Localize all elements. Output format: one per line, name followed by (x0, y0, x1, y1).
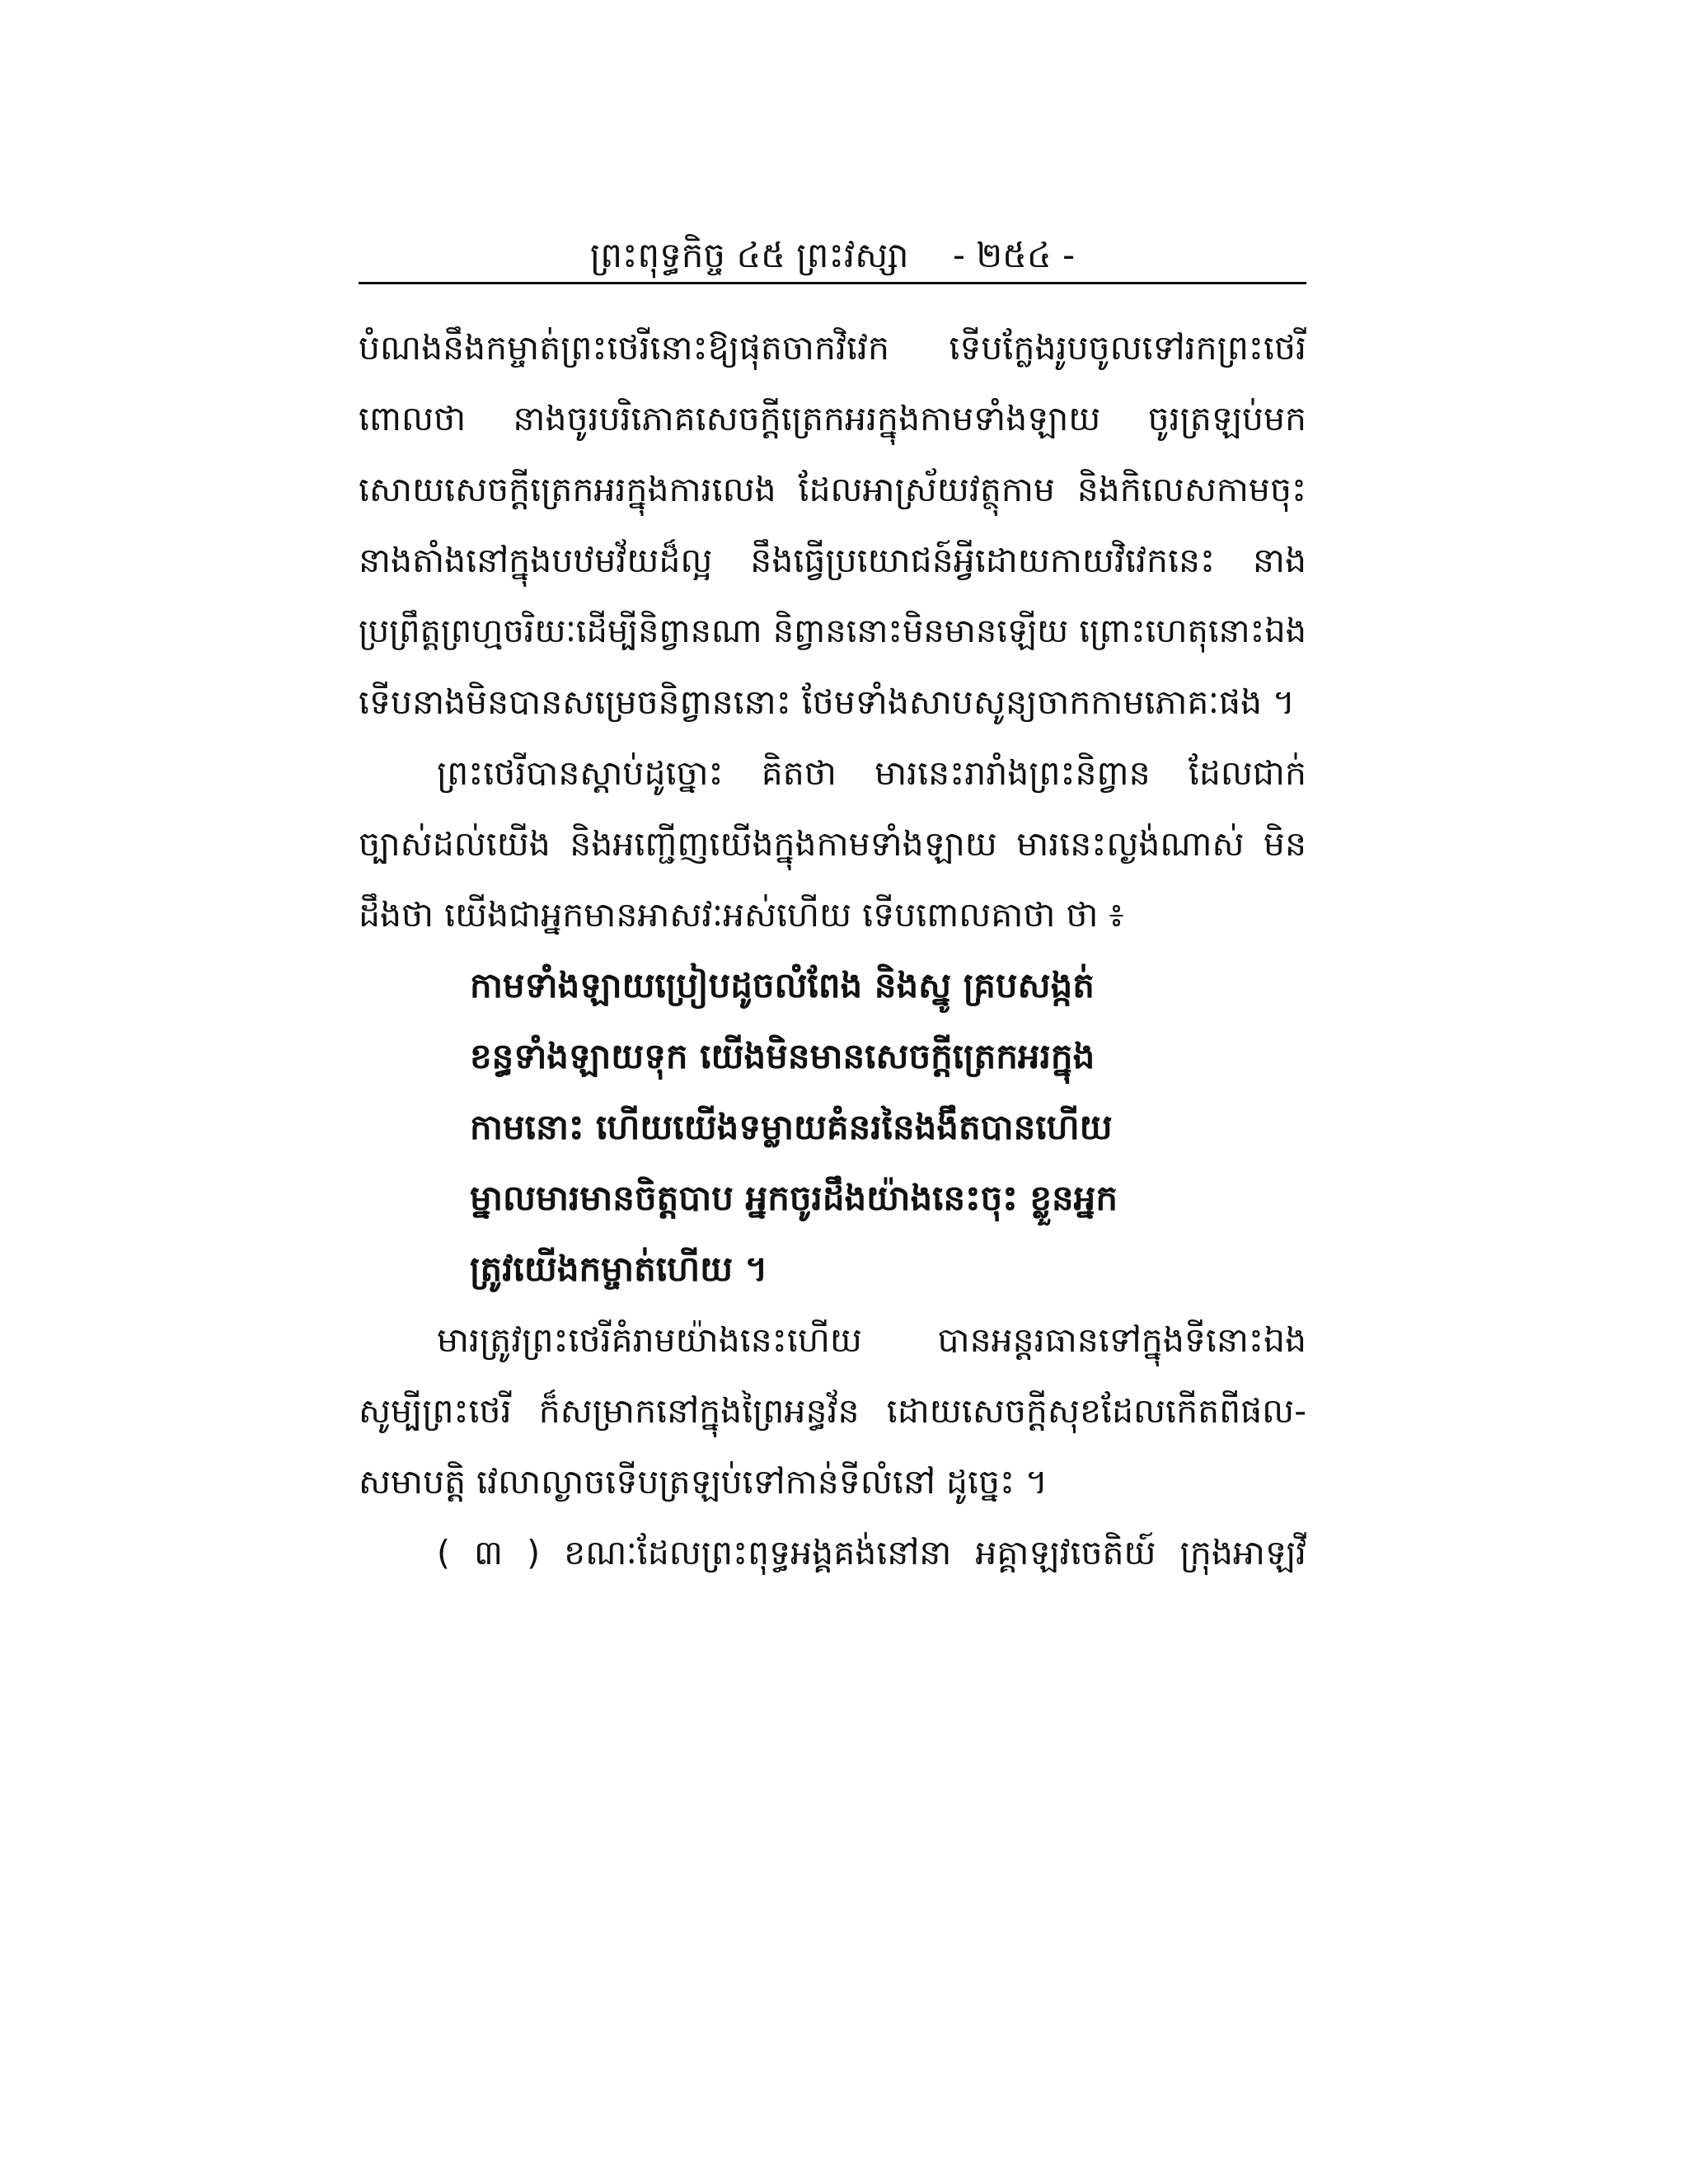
text-line: ព្រះថេរីបានស្តាប់ដូច្នោះ គិតថា មារនេះរារាំងព្រះនិព្វាន ដែលជាក់ (437, 753, 1306, 793)
text-line: មារត្រូវព្រះថេរីគំរាមយ៉ាងនេះហើយ បានអន្តរធានទៅក្នុងទីនោះឯង (437, 1320, 1306, 1360)
verse-line: ត្រូវយើងកម្ចាត់ហើយ ។ (470, 1249, 768, 1289)
text-line: ( ៣ ) ខណៈដែលព្រះពុទ្ធអង្គគង់នៅនា អគ្គាឡវចេតិយ៍ ក្រុងអាឡវី (437, 1533, 1306, 1572)
text-line: នាងតាំងនៅក្នុងបឋមវ័យដ៏ល្អ នឹងធ្វើប្រយោជន៍អ្វីដោយកាយវិវេកនេះ នាង (359, 541, 1306, 580)
text-line: ប្រព្រឹត្តព្រហ្មចរិយៈដើម្បីនិព្វានណា និព្វាននោះមិនមានឡើយ ព្រោះហេតុនោះឯង (359, 612, 1306, 650)
text-line: សូម្បីព្រះថេរី ក៏សម្រាកនៅក្នុងព្រៃអន្ធវ័ន ដោយសេចក្តីសុខដែលកើតពីផល- (359, 1391, 1306, 1431)
page-number: - ២៥៤ - (952, 235, 1076, 275)
text-line: សមាបត្តិ វេលាល្ងាចទើបត្រឡប់ទៅកាន់ទីលំនៅ ដូច្នេះ ។ (359, 1462, 1048, 1502)
text-line: ទើបនាងមិនបានសម្រេចនិព្វាននោះ ថែមទាំងសាបសូន្យចាកកាមភោគៈផង ។ (359, 682, 1296, 722)
text-line: ពោលថា នាងចូរបរិភោគសេចក្តីត្រេកអរក្នុងកាមទាំងឡាយ ចូរត្រឡប់មក (359, 399, 1306, 438)
header-rule (359, 282, 1306, 284)
verse-line: ខន្ធទាំងឡាយទុក យើងមិនមានសេចក្តីត្រេកអរក្នុង (470, 1036, 1095, 1076)
verse-line: កាមទាំងឡាយប្រៀបដូចលំពែង និងស្នូ គ្របសង្កត់ (470, 965, 1095, 1005)
text-line: ច្បាស់ដល់យើង និងអញ្ជើញយើងក្នុងកាមទាំងឡាយ មារនេះល្ងង់ណាស់ មិន (359, 824, 1306, 864)
running-header (359, 231, 1306, 280)
verse-line: កាមនោះ ហើយយើងទម្លាយគំនរនៃងងឹតបានហើយ (470, 1107, 1113, 1147)
header-title: ព្រះពុទ្ធកិច្ច ៤៥ ព្រះវស្សា (589, 235, 909, 275)
text-line: ដឹងថា យើងជាអ្នកមានអាសវៈអស់ហើយ ទើបពោលគាថា ថា ៖ (359, 895, 1124, 935)
verse-line: ម្នាលមារមានចិត្តបាប អ្នកចូរដឹងយ៉ាងនេះចុះ ខ្លួនអ្នក (470, 1178, 1118, 1218)
text-line: សោយសេចក្តីត្រេកអរក្នុងការលេង ដែលអាស្រ័យវត្ថុកាម និងកិលេសកាមចុះ (359, 470, 1306, 509)
text-line: បំណងនឹងកម្ចាត់ព្រះថេរីនោះឱ្យផុតចាកវិវេក ទើបក្លែងរូបចូលទៅរកព្រះថេរី (359, 328, 1306, 368)
